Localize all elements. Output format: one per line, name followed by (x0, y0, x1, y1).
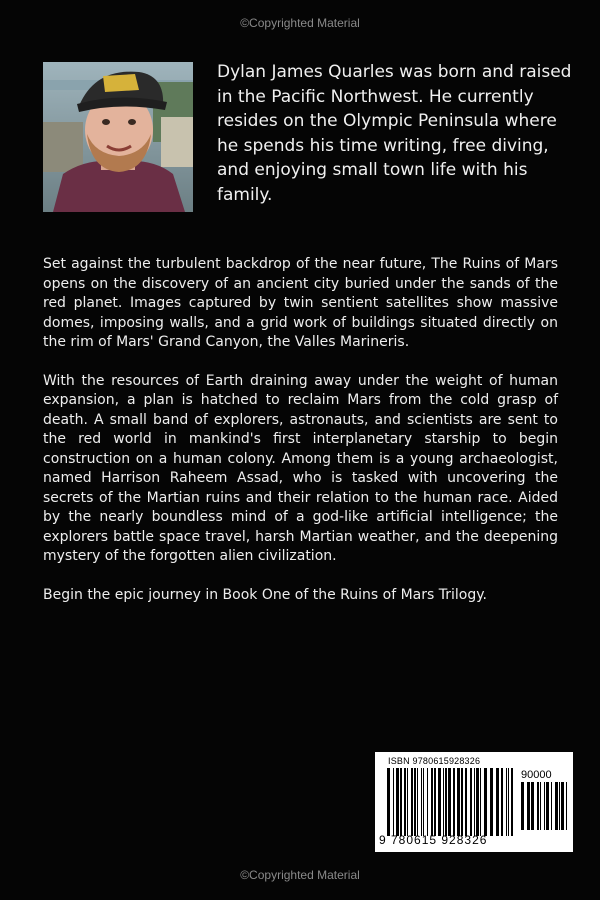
barcode-bar (438, 768, 441, 836)
barcode-bar (476, 768, 479, 836)
barcode-bar (443, 768, 444, 836)
barcode-bar (484, 768, 487, 836)
isbn-digits: 9 780615 928326 (379, 833, 488, 847)
barcode-bar (566, 782, 567, 830)
barcode-bar (417, 768, 418, 836)
barcode-bar (537, 782, 539, 830)
barcode-bar (540, 782, 541, 830)
barcode-bar (393, 768, 394, 836)
barcode-bar (453, 768, 455, 836)
barcode-bar (423, 768, 424, 836)
barcode-bar (561, 782, 564, 830)
barcode-bar (465, 768, 467, 836)
blurb-tagline: Begin the epic journey in Book One of the Ruins of Mars Trilogy. (43, 586, 487, 603)
barcode-bar (531, 782, 534, 830)
barcode-bar (414, 768, 416, 836)
barcode-bars-icon (387, 768, 515, 836)
barcode-bar (546, 782, 549, 830)
barcode-bar (511, 768, 513, 836)
price-code: 90000 (521, 769, 552, 781)
barcode-bar (411, 768, 413, 836)
author-photo (43, 62, 193, 212)
author-portrait-icon (43, 62, 193, 212)
barcode-bar (404, 768, 406, 836)
barcode-bar (508, 768, 509, 836)
barcode-bar (470, 768, 472, 836)
addon-barcode-bars-icon (521, 782, 567, 830)
barcode-bar (445, 768, 447, 836)
author-bio: Dylan James Quarles was born and raised in the Pacific Northwest. He currently resides on the Olympic Peninsula where he spends his time writing, free diving, and enjoying small town life with his family. (217, 62, 572, 205)
barcode-bar (496, 768, 499, 836)
isbn-label: ISBN 9780615928326 (388, 756, 481, 766)
barcode-bar (544, 782, 545, 830)
barcode-bar (501, 768, 503, 836)
copyright-watermark-top: ©Copyrighted Material (240, 16, 360, 30)
blurb-paragraph: Set against the turbulent backdrop of the near future, The Ruins of Mars opens on the discovery of an ancient city buried under the sands of the red planet. Images captured by twin sentient satellites show massive domes, imposing walls, and a grid work of buildings situated directly on the rim of Mars' Grand Canyon, the Valles Marineris. (43, 256, 558, 350)
barcode-bar (421, 768, 422, 836)
blurb-paragraph: With the resources of Earth draining away under the weight of human expansion, a plan is hatched to reclaim Mars from the cold grasp of death. A small band of explorers, astronauts, and scientists are sent to the red world in mankind's first interplanetary starship to begin construction on a human colony. Among them is a young archaeologist, named Harrison Raheem Assad, who is tasked with uncovering the secrets of the Martian ruins and their relation to the human race. Aided by the nearly boundless mind of a god-like artificial intelligence; the explorers battle space travel, harsh Martian weather, and the deepening mystery of the forgotten alien civilization. (43, 372, 558, 564)
barcode-bar (506, 768, 507, 836)
isbn-barcode (375, 752, 573, 852)
copyright-watermark-bottom: ©Copyrighted Material (240, 868, 360, 882)
barcode-bar (457, 768, 460, 836)
barcode-bar (480, 768, 481, 836)
barcode-bar (396, 768, 399, 836)
barcode-bar (387, 768, 390, 836)
barcode-bar (434, 768, 436, 836)
barcode-bar (559, 782, 560, 830)
barcode-bar (521, 782, 524, 830)
barcode-bar (474, 768, 475, 836)
barcode-bar (490, 768, 493, 836)
barcode-bar (555, 782, 558, 830)
book-blurb (43, 255, 558, 624)
barcode-bar (407, 768, 408, 836)
barcode-bar (448, 768, 451, 836)
barcode-bar (431, 768, 433, 836)
barcode-bar (527, 782, 530, 830)
barcode-bar (400, 768, 402, 836)
barcode-bar (551, 782, 552, 830)
barcode-bar (461, 768, 463, 836)
barcode-bar (427, 768, 428, 836)
